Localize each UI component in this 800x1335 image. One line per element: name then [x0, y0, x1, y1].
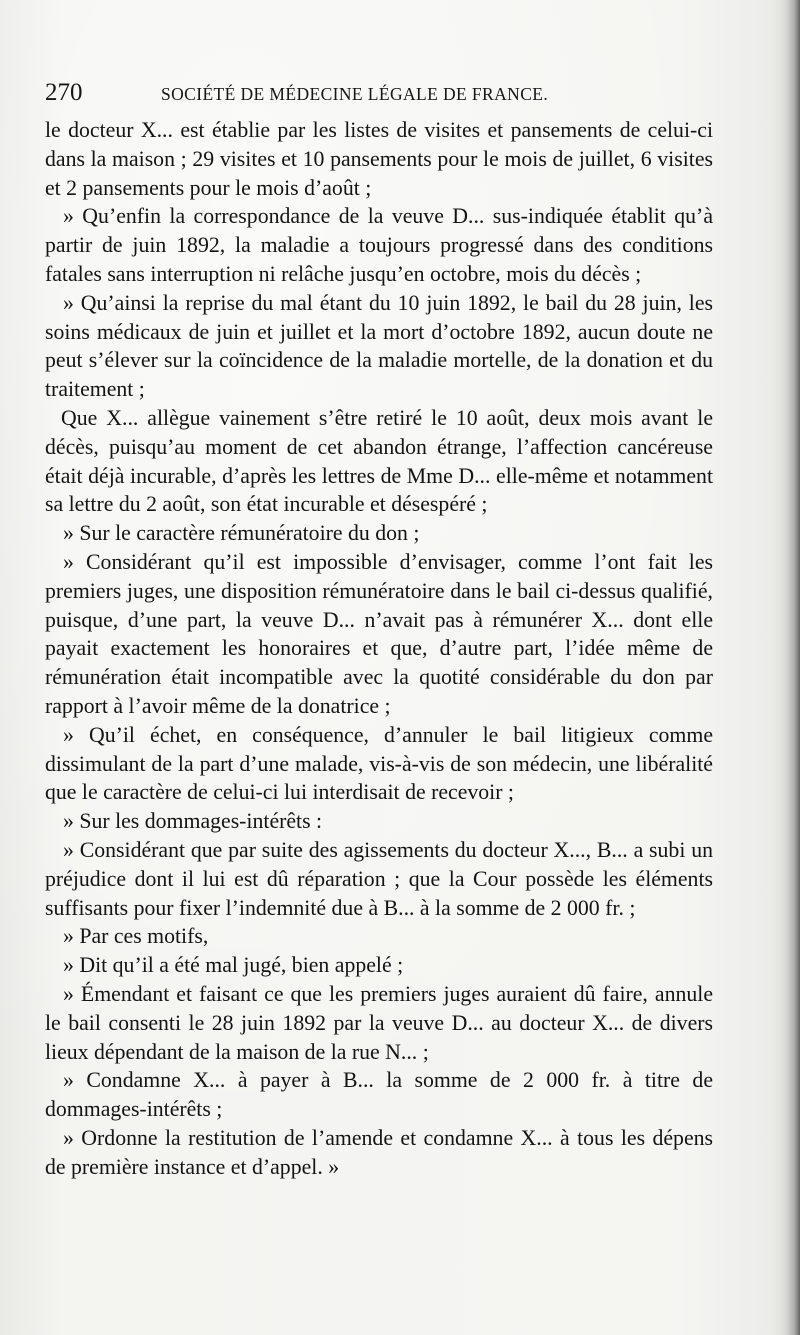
paragraph-correspondence: » Qu’enfin la correspondance de la veuve D... sus-indiquée établit qu’à partir de juin 1892, la maladie a toujours progressé dans des conditions fatales sans interruption ni relâche jusqu’en octobre, mois du décès ; — [45, 204, 713, 286]
paragraph-reprise-du-mal: » Qu’ainsi la reprise du mal étant du 10 juin 1892, le bail du 28 juin, les soins médicaux de juin et juillet et la mort d’octobre 1892, aucun doute ne peut s’élever sur la coïncidence de la maladie mortelle, de la donation et du traitement ; — [45, 290, 713, 402]
paragraph-annulation: » Qu’il échet, en conséquence, d’annuler le bail litigieux comme dissimulant de la part d’une malade, vis-à-vis de son médecin, une libéralité que le caractère de celui-ci lui interdisait de recevoir ; — [45, 722, 713, 805]
paragraph-heading-dommages: » Sur les dommages-intérêts : — [63, 809, 323, 834]
paragraph-considerant-remuneratoire: » Considérant qu’il est impossible d’envisager, comme l’ont fait les premiers juges, une disposition rémunératoire dans le bail ci-dessus qualifié, puisque, d’une part, la veuve D... n’avait pas à rémunérer X... dont elle payait exactement les honoraires et que, d’autre part, l’idée même de rémunération était incompatible avec la quotité considérable du don par rapport à l’avoir même de la donatrice ; — [45, 549, 713, 718]
body-text — [45, 116, 713, 1181]
paragraph-condamne: » Condamne X... à payer à B... la somme de 2 000 fr. à titre de dommages-intérêts ; — [45, 1068, 713, 1122]
paragraph-continuation: le docteur X... est établie par les listes de visites et pansements de celui-ci dans la maison ; 29 visites et 10 pansements pour le mois de juillet, 6 visites et 2 pansements pour le mois d’août ; — [45, 118, 713, 200]
running-title: SOCIÉTÉ DE MÉDECINE LÉGALE DE FRANCE. — [161, 84, 549, 104]
paragraph-emendant: » Émendant et faisant ce que les premiers juges auraient dû faire, annule le bail consenti le 28 juin 1892 par la veuve D... au docteur X... de divers lieux dépendant de la maison de la rue N... ; — [45, 981, 713, 1064]
page-header — [45, 78, 735, 108]
page-number: 270 — [45, 79, 83, 106]
paragraph-par-ces-motifs: » Par ces motifs, — [63, 924, 209, 949]
page-edge-shadow — [778, 0, 800, 1335]
paragraph-retrait: Que X... allègue vainement s’être retiré le 10 août, deux mois avant le décès, puisqu’au moment de cet abandon étrange, l’affection cancéreuse était déjà incurable, d’après les lettres de Mme D... elle-même et notamment sa lettre du 2 août, son état incurable et désespéré ; — [45, 405, 713, 517]
paragraph-heading-remuneratoire: » Sur le caractère rémunératoire du don ; — [63, 521, 420, 546]
paragraph-considerant-dommages: » Considérant que par suite des agissements du docteur X..., B... a subi un préjudice dont il lui est dû réparation ; que la Cour possède les éléments suffisants pour fixer l’indemnité due à B... à la somme de 2 000 fr. ; — [45, 837, 713, 920]
paragraph-mal-juge: » Dit qu’il a été mal jugé, bien appelé ; — [63, 953, 404, 978]
paragraph-ordonne: » Ordonne la restitution de l’amende et condamne X... à tous les dépens de première instance et d’appel. » — [45, 1125, 713, 1179]
